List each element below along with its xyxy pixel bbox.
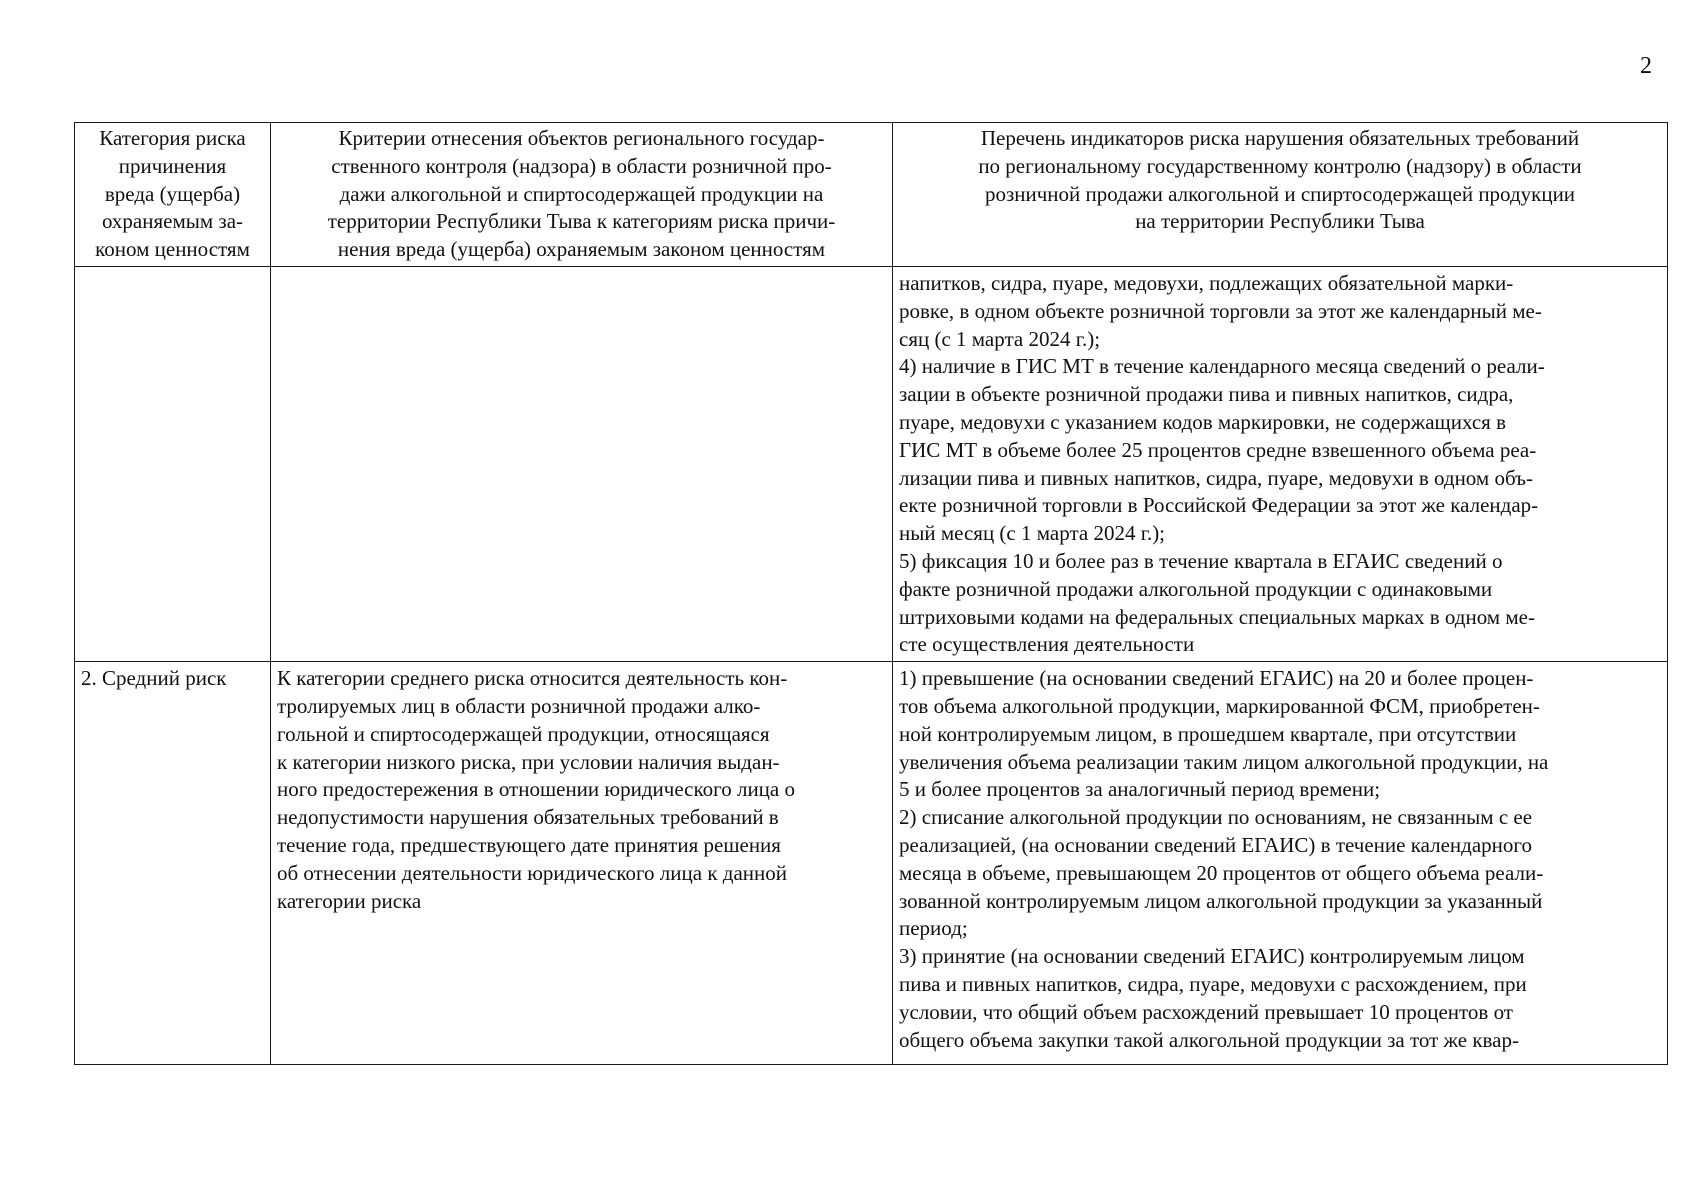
header-indicators: Перечень индикаторов риска нарушения обязательных требований по региональному государственному контролю (надзору) в области розничной продажи алкогольной и спиртосодержащей продукции на территории Республики Тыва (893, 123, 1668, 267)
cell-criteria: К категории среднего риска относится деятельность кон- тролируемых лиц в области розничной продажи алко- гольной и спиртосодержащей продукции, относящаяся к категории низкого риска, при условии наличия выдан- ного предостережения в отношении юридического лица о недопустимости нарушения обязательных требований в течение года, предшествующего дате принятия решения об отнесении деятельности юридического лица к данной категории риска (271, 662, 893, 1065)
table-row (75, 662, 1668, 1065)
header-criteria: Критерии отнесения объектов регионального государ- ственного контроля (надзора) в области розничной про- дажи алкогольной и спиртосодержащей продукции на территории Республики Тыва к категориям риска причи- нения вреда (ущерба) охраняемым законом ценностям (271, 123, 893, 267)
indicator-paragraph: 2) списание алкогольной продукции по основаниям, не связанным с ее реализацией, (на основании сведений ЕГАИС) в течение календарного месяца в объеме, превышающем 20 процентов от общего объема реали- зованной контролируемым лицом алкогольной продукции за указанный период; (899, 805, 1544, 941)
indicator-paragraph: напитков, сидра, пуаре, медовухи, подлежащих обязательной марки- ровке, в одном объекте розничной торговли за этот же календарный ме- сяц (с 1 марта 2024 г.); (899, 270, 1542, 351)
table-row (75, 266, 1668, 661)
table-header-row (75, 123, 1668, 267)
risk-categories-table (74, 122, 1668, 1065)
cell-criteria (271, 266, 893, 661)
indicator-paragraph: 4) наличие в ГИС МТ в течение календарного месяца сведений о реали- зации в объекте розничной продажи пива и пивных напитков, сидра, пуаре, медовухи с указанием кодов маркировки, не содержащихся в ГИС МТ в объеме более 25 процентов средне взвешенного объема реа- лизации пива и пивных напитков, сидра, пуаре, медовухи в одном объ- екте розничной торговли в Российской Федерации за этот же календар- ный месяц (с 1 марта 2024 г.); (899, 354, 1545, 546)
indicator-paragraph: 3) принятие (на основании сведений ЕГАИС) контролируемым лицом пива и пивных напитков, сидра, пуаре, медовухи с расхождением, при условии, что общий объем расхождений превышает 10 процентов от общего объема закупки такой алкогольной продукции за тот же квар- (899, 944, 1527, 1052)
cell-indicators (893, 266, 1668, 661)
header-risk-category: Категория риска причинения вреда (ущерба) охраняемым за- коном ценностям (75, 123, 271, 267)
page-number: 2 (1640, 53, 1652, 79)
cell-risk-category: 2. Средний риск (75, 662, 271, 1065)
cell-risk-category (75, 266, 271, 661)
cell-indicators (893, 662, 1668, 1065)
indicator-paragraph: 5) фиксация 10 и более раз в течение квартала в ЕГАИС сведений о факте розничной продажи алкогольной продукции с одинаковыми штриховыми кодами на федеральных специальных марках в одном ме- сте осуществления деятельности (899, 548, 1535, 657)
indicator-paragraph: 1) превышение (на основании сведений ЕГАИС) на 20 и более процен- тов объема алкогольной продукции, маркированной ФСМ, приобретен- ной контролируемым лицом, в прошедшем квартале, при отсутствии увеличения объема реализации таким лицом алкогольной продукции, на 5 и более процентов за аналогичный период времени; (899, 666, 1549, 802)
